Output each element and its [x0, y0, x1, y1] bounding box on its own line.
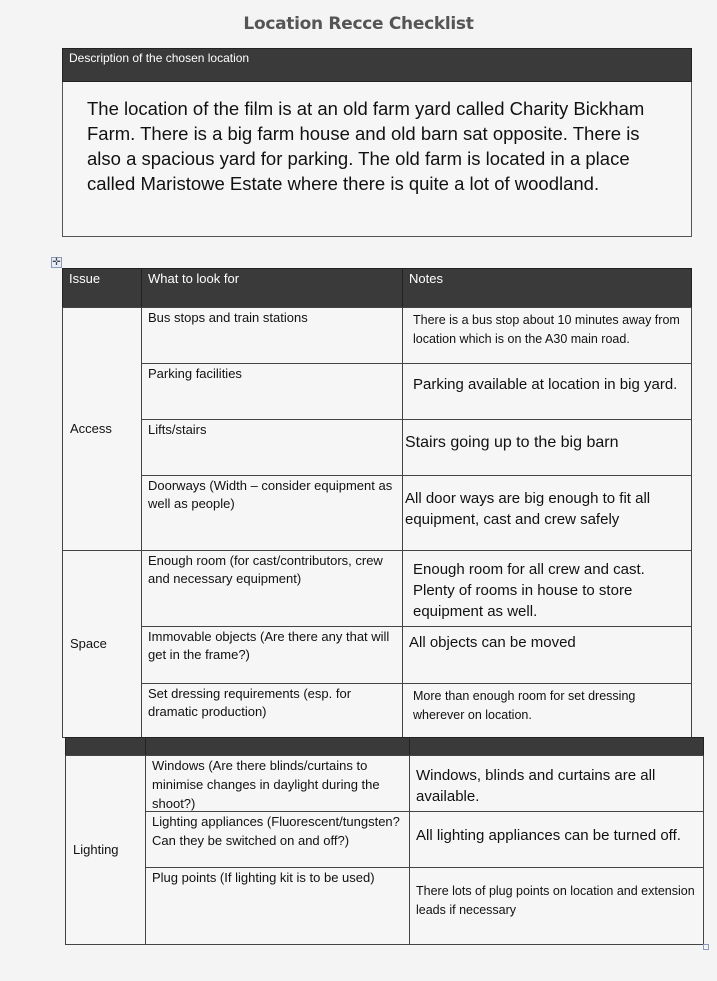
look-for-cell[interactable]: Set dressing requirements (esp. for dramatic production) [141, 683, 403, 738]
look-for-cell[interactable]: Plug points (If lighting kit is to be used) [145, 867, 410, 945]
look-for-cell[interactable]: Lifts/stairs [141, 419, 403, 476]
look-for-cell[interactable]: Doorways (Width – consider equipment as well as people) [141, 475, 403, 551]
table-move-handle-icon[interactable]: ✛ [52, 257, 61, 268]
notes-cell[interactable]: All lighting appliances can be turned off. [409, 811, 704, 868]
notes-cell[interactable]: All objects can be moved [402, 626, 692, 684]
look-for-cell[interactable]: Immovable objects (Are there any that will get in the frame?) [141, 626, 403, 684]
description-text[interactable]: The location of the film is at an old farm yard called Charity Bickham Farm. There is a big farm house and old barn sat opposite. There is also a spacious yard for parking. The old farm is located in a place called Maristowe Estate where there is quite a lot of woodland. [62, 82, 692, 237]
look-for-cell[interactable]: Enough room (for cast/contributors, crew and necessary equipment) [141, 550, 403, 627]
description-header: Description of the chosen location [62, 48, 692, 82]
look-for-cell[interactable]: Windows (Are there blinds/curtains to minimise changes in daylight during the shoot?) [145, 755, 410, 812]
issue-lighting: Lighting [65, 755, 146, 945]
notes-cell[interactable]: Stairs going up to the big barn [402, 419, 692, 476]
issue-space: Space [62, 550, 142, 738]
notes-cell[interactable]: All door ways are big enough to fit all equipment, cast and crew safely [402, 475, 692, 551]
column-header-what-to-look-for: What to look for [141, 268, 403, 308]
look-for-cell[interactable]: Lighting appliances (Fluorescent/tungsten? Can they be switched on and off?) [145, 811, 410, 868]
column-header-notes: Notes [402, 268, 692, 308]
notes-cell[interactable]: There lots of plug points on location and extension leads if necessary [409, 867, 704, 945]
notes-cell[interactable]: There is a bus stop about 10 minutes away from location which is on the A30 main road. [402, 307, 692, 364]
notes-cell[interactable]: Enough room for all crew and cast. Plenty of rooms in house to store equipment as well. [402, 550, 692, 627]
header-blank [145, 737, 410, 756]
issue-access: Access [62, 307, 142, 551]
header-blank [65, 737, 146, 756]
table-resize-handle-icon[interactable] [703, 944, 709, 950]
header-blank [409, 737, 704, 756]
notes-cell[interactable]: Parking available at location in big yard. [402, 363, 692, 420]
look-for-cell[interactable]: Bus stops and train stations [141, 307, 403, 364]
notes-cell[interactable]: Windows, blinds and curtains are all available. [409, 755, 704, 812]
look-for-cell[interactable]: Parking facilities [141, 363, 403, 420]
notes-cell[interactable]: More than enough room for set dressing wherever on location. [402, 683, 692, 738]
document-title: Location Recce Checklist [243, 14, 474, 34]
column-header-issue: Issue [62, 268, 142, 308]
